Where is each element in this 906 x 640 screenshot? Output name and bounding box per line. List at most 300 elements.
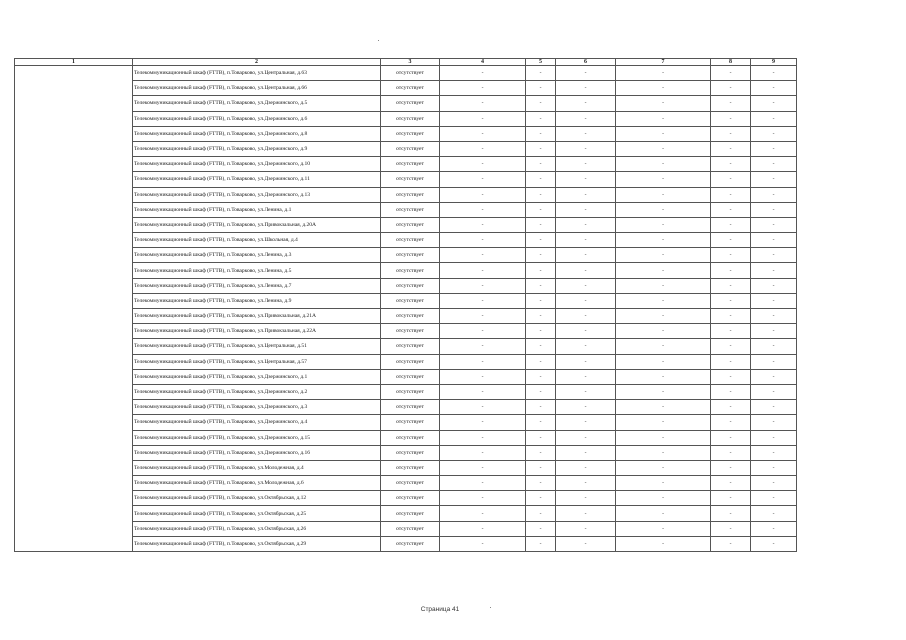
dash-cell: - (711, 126, 751, 141)
row-number-cell (15, 445, 133, 460)
row-number-cell (15, 81, 133, 96)
asset-name-cell: Телекоммуникационный шкаф (FTTB), п.Товарково, ул.Центральная, д.63 (133, 66, 381, 81)
row-number-cell (15, 384, 133, 399)
column-header: 4 (440, 59, 526, 66)
asset-name-cell: Телекоммуникационный шкаф (FTTB), п.Товарково, ул.Дзержинского, д.3 (133, 400, 381, 415)
dash-cell: - (526, 187, 556, 202)
table-row (15, 187, 797, 202)
dash-cell: - (616, 430, 711, 445)
table-row (15, 172, 797, 187)
status-cell: отсутствует (381, 278, 440, 293)
dash-cell: - (711, 491, 751, 506)
asset-name-cell: Телекоммуникационный шкаф (FTTB), п.Товарково, ул.Дзержинского, д.8 (133, 126, 381, 141)
dash-cell: - (711, 278, 751, 293)
dash-cell: - (751, 324, 797, 339)
row-number-cell (15, 187, 133, 202)
dash-cell: - (556, 369, 616, 384)
column-header: 8 (711, 59, 751, 66)
dash-cell: - (440, 369, 526, 384)
dash-cell: - (711, 233, 751, 248)
dash-cell: - (526, 233, 556, 248)
dash-cell: - (440, 96, 526, 111)
table-row (15, 126, 797, 141)
dash-cell: - (526, 248, 556, 263)
dash-cell: - (616, 172, 711, 187)
dash-cell: - (440, 400, 526, 415)
status-cell: отсутствует (381, 202, 440, 217)
dash-cell: - (711, 66, 751, 81)
dash-cell: - (526, 309, 556, 324)
dash-cell: - (556, 521, 616, 536)
dash-cell: - (751, 202, 797, 217)
dash-cell: - (526, 521, 556, 536)
dash-cell: - (616, 400, 711, 415)
dash-cell: - (556, 81, 616, 96)
dash-cell: - (751, 521, 797, 536)
dash-cell: - (751, 233, 797, 248)
table-row (15, 536, 797, 551)
asset-name-cell: Телекоммуникационный шкаф (FTTB), п.Товарково, ул.Ленина, д.5 (133, 263, 381, 278)
dash-cell: - (526, 506, 556, 521)
asset-name-cell: Телекоммуникационный шкаф (FTTB), п.Товарково, ул.Дзержинского, д.5 (133, 96, 381, 111)
column-header: 5 (526, 59, 556, 66)
dash-cell: - (556, 324, 616, 339)
column-header: 9 (751, 59, 797, 66)
dash-cell: - (526, 384, 556, 399)
dash-cell: - (751, 248, 797, 263)
dash-cell: - (616, 233, 711, 248)
table-row (15, 324, 797, 339)
dash-cell: - (751, 126, 797, 141)
dash-cell: - (440, 506, 526, 521)
dash-cell: - (616, 506, 711, 521)
status-cell: отсутствует (381, 293, 440, 308)
asset-name-cell: Телекоммуникационный шкаф (FTTB), п.Товарково, ул.Школьная, д.4 (133, 233, 381, 248)
row-number-cell (15, 111, 133, 126)
dash-cell: - (440, 445, 526, 460)
dash-cell: - (526, 81, 556, 96)
asset-name-cell: Телекоммуникационный шкаф (FTTB), п.Товарково, ул.Октябрьская, д.26 (133, 521, 381, 536)
status-cell: отсутствует (381, 66, 440, 81)
asset-name-cell: Телекоммуникационный шкаф (FTTB), п.Товарково, ул.Октябрьская, д.29 (133, 536, 381, 551)
dash-cell: - (751, 415, 797, 430)
row-number-cell (15, 126, 133, 141)
dash-cell: - (711, 369, 751, 384)
status-cell: отсутствует (381, 339, 440, 354)
dash-cell: - (616, 476, 711, 491)
column-number-row (15, 59, 797, 66)
column-header: 3 (381, 59, 440, 66)
dash-cell: - (751, 460, 797, 475)
row-number-cell (15, 491, 133, 506)
dash-cell: - (526, 476, 556, 491)
row-number-cell (15, 339, 133, 354)
asset-name-cell: Телекоммуникационный шкаф (FTTB), п.Товарково, ул.Привокзальная, д.22А (133, 324, 381, 339)
asset-name-cell: Телекоммуникационный шкаф (FTTB), п.Товарково, ул.Привокзальная, д.21А (133, 309, 381, 324)
dash-cell: - (751, 293, 797, 308)
dash-cell: - (711, 354, 751, 369)
row-number-cell (15, 324, 133, 339)
dash-cell: - (616, 536, 711, 551)
dash-cell: - (711, 293, 751, 308)
dash-cell: - (616, 491, 711, 506)
dash-cell: - (556, 430, 616, 445)
dash-cell: - (526, 172, 556, 187)
dash-cell: - (751, 445, 797, 460)
column-header: 1 (15, 59, 133, 66)
dash-cell: - (556, 339, 616, 354)
asset-name-cell: Телекоммуникационный шкаф (FTTB), п.Товарково, ул.Ленина, д.3 (133, 248, 381, 263)
dash-cell: - (556, 415, 616, 430)
dash-cell: - (440, 339, 526, 354)
dash-cell: - (440, 172, 526, 187)
table-row (15, 354, 797, 369)
dash-cell: - (440, 111, 526, 126)
dash-cell: - (711, 187, 751, 202)
dash-cell: - (440, 491, 526, 506)
dash-cell: - (616, 339, 711, 354)
row-number-cell (15, 293, 133, 308)
dash-cell: - (526, 400, 556, 415)
dash-cell: - (556, 354, 616, 369)
dash-cell: - (526, 96, 556, 111)
asset-name-cell: Телекоммуникационный шкаф (FTTB), п.Товарково, ул.Дзержинского, д.9 (133, 141, 381, 156)
dash-cell: - (616, 445, 711, 460)
asset-name-cell: Телекоммуникационный шкаф (FTTB), п.Товарково, ул.Молодежная, д.6 (133, 476, 381, 491)
row-number-cell (15, 248, 133, 263)
dash-cell: - (556, 141, 616, 156)
dash-cell: - (440, 354, 526, 369)
dash-cell: - (616, 126, 711, 141)
dash-cell: - (751, 66, 797, 81)
dash-cell: - (526, 369, 556, 384)
dash-cell: - (556, 278, 616, 293)
status-cell: отсутствует (381, 354, 440, 369)
asset-name-cell: Телекоммуникационный шкаф (FTTB), п.Товарково, ул.Ленина, д.9 (133, 293, 381, 308)
dash-cell: - (711, 81, 751, 96)
table-row (15, 415, 797, 430)
dash-cell: - (616, 157, 711, 172)
dash-cell: - (711, 384, 751, 399)
dash-cell: - (440, 415, 526, 430)
dash-cell: - (440, 66, 526, 81)
dash-cell: - (556, 96, 616, 111)
dash-cell: - (440, 324, 526, 339)
dash-cell: - (751, 491, 797, 506)
table-row (15, 309, 797, 324)
table-row (15, 476, 797, 491)
dash-cell: - (616, 384, 711, 399)
asset-name-cell: Телекоммуникационный шкаф (FTTB), п.Товарково, ул.Ленина, д.7 (133, 278, 381, 293)
table-row (15, 141, 797, 156)
row-number-cell (15, 202, 133, 217)
table-row (15, 400, 797, 415)
dash-cell: - (440, 476, 526, 491)
dash-cell: - (526, 445, 556, 460)
dash-cell: - (526, 460, 556, 475)
dash-cell: - (526, 415, 556, 430)
dash-cell: - (751, 263, 797, 278)
dash-cell: - (711, 460, 751, 475)
row-number-cell (15, 536, 133, 551)
dash-cell: - (711, 248, 751, 263)
asset-name-cell: Телекоммуникационный шкаф (FTTB), п.Товарково, ул.Дзержинского, д.13 (133, 187, 381, 202)
dash-cell: - (616, 96, 711, 111)
table-row (15, 111, 797, 126)
dash-cell: - (616, 141, 711, 156)
dash-cell: - (526, 354, 556, 369)
dash-cell: - (616, 369, 711, 384)
asset-name-cell: Телекоммуникационный шкаф (FTTB), п.Товарково, ул.Дзержинского, д.15 (133, 430, 381, 445)
table-row (15, 369, 797, 384)
dash-cell: - (616, 66, 711, 81)
dash-cell: - (751, 339, 797, 354)
dash-cell: - (556, 400, 616, 415)
dash-cell: - (556, 111, 616, 126)
dash-cell: - (440, 233, 526, 248)
dash-cell: - (751, 476, 797, 491)
asset-name-cell: Телекоммуникационный шкаф (FTTB), п.Товарково, ул.Дзержинского, д.10 (133, 157, 381, 172)
dash-cell: - (616, 521, 711, 536)
row-number-cell (15, 415, 133, 430)
table-row (15, 202, 797, 217)
dash-cell: - (556, 536, 616, 551)
dash-cell: - (526, 339, 556, 354)
dash-cell: - (556, 157, 616, 172)
dash-cell: - (751, 536, 797, 551)
dash-cell: - (711, 202, 751, 217)
dash-cell: - (711, 415, 751, 430)
dash-cell: - (751, 430, 797, 445)
dash-cell: - (751, 384, 797, 399)
dash-cell: - (711, 521, 751, 536)
dash-cell: - (711, 339, 751, 354)
status-cell: отсутствует (381, 309, 440, 324)
scan-speck (378, 40, 379, 41)
dash-cell: - (556, 126, 616, 141)
dash-cell: - (751, 400, 797, 415)
dash-cell: - (616, 309, 711, 324)
status-cell: отсутствует (381, 263, 440, 278)
dash-cell: - (440, 430, 526, 445)
dash-cell: - (711, 536, 751, 551)
dash-cell: - (751, 141, 797, 156)
assets-table (14, 58, 797, 552)
row-number-cell (15, 66, 133, 81)
dash-cell: - (556, 309, 616, 324)
status-cell: отсутствует (381, 460, 440, 475)
dash-cell: - (526, 491, 556, 506)
dash-cell: - (616, 111, 711, 126)
dash-cell: - (711, 506, 751, 521)
dash-cell: - (526, 430, 556, 445)
dash-cell: - (556, 506, 616, 521)
dash-cell: - (440, 202, 526, 217)
dash-cell: - (440, 157, 526, 172)
table-row (15, 384, 797, 399)
row-number-cell (15, 309, 133, 324)
column-header: 6 (556, 59, 616, 66)
table-row (15, 263, 797, 278)
dash-cell: - (556, 217, 616, 232)
row-number-cell (15, 263, 133, 278)
table-row (15, 278, 797, 293)
status-cell: отсутствует (381, 324, 440, 339)
status-cell: отсутствует (381, 233, 440, 248)
table-row (15, 217, 797, 232)
dash-cell: - (556, 263, 616, 278)
status-cell: отсутствует (381, 141, 440, 156)
dash-cell: - (440, 278, 526, 293)
dash-cell: - (616, 293, 711, 308)
dash-cell: - (526, 141, 556, 156)
dash-cell: - (526, 157, 556, 172)
dash-cell: - (711, 217, 751, 232)
dash-cell: - (616, 217, 711, 232)
dash-cell: - (711, 111, 751, 126)
row-number-cell (15, 369, 133, 384)
page-number: Страница 41 (420, 606, 460, 613)
dash-cell: - (440, 187, 526, 202)
row-number-cell (15, 354, 133, 369)
dash-cell: - (556, 445, 616, 460)
status-cell: отсутствует (381, 217, 440, 232)
dash-cell: - (711, 445, 751, 460)
dash-cell: - (440, 521, 526, 536)
status-cell: отсутствует (381, 96, 440, 111)
row-number-cell (15, 96, 133, 111)
table-row (15, 81, 797, 96)
status-cell: отсутствует (381, 506, 440, 521)
dash-cell: - (751, 369, 797, 384)
dash-cell: - (711, 476, 751, 491)
asset-name-cell: Телекоммуникационный шкаф (FTTB), п.Товарково, ул.Привокзальная, д.20А (133, 217, 381, 232)
status-cell: отсутствует (381, 491, 440, 506)
table-row (15, 491, 797, 506)
dash-cell: - (751, 354, 797, 369)
row-number-cell (15, 157, 133, 172)
dash-cell: - (751, 172, 797, 187)
dash-cell: - (616, 324, 711, 339)
dash-cell: - (616, 278, 711, 293)
dash-cell: - (556, 172, 616, 187)
status-cell: отсутствует (381, 126, 440, 141)
dash-cell: - (440, 460, 526, 475)
status-cell: отсутствует (381, 248, 440, 263)
status-cell: отсутствует (381, 187, 440, 202)
dash-cell: - (440, 263, 526, 278)
dash-cell: - (556, 460, 616, 475)
asset-name-cell: Телекоммуникационный шкаф (FTTB), п.Товарково, ул.Центральная, д.66 (133, 81, 381, 96)
dash-cell: - (711, 157, 751, 172)
dash-cell: - (440, 126, 526, 141)
asset-name-cell: Телекоммуникационный шкаф (FTTB), п.Товарково, ул.Дзержинского, д.6 (133, 111, 381, 126)
dash-cell: - (711, 430, 751, 445)
dash-cell: - (751, 217, 797, 232)
dash-cell: - (616, 248, 711, 263)
asset-name-cell: Телекоммуникационный шкаф (FTTB), п.Товарково, ул.Дзержинского, д.1 (133, 369, 381, 384)
dash-cell: - (556, 293, 616, 308)
asset-name-cell: Телекоммуникационный шкаф (FTTB), п.Товарково, ул.Дзержинского, д.4 (133, 415, 381, 430)
table-row (15, 233, 797, 248)
dash-cell: - (711, 309, 751, 324)
dash-cell: - (440, 217, 526, 232)
table-row (15, 157, 797, 172)
dash-cell: - (616, 460, 711, 475)
asset-name-cell: Телекоммуникационный шкаф (FTTB), п.Товарково, ул.Дзержинского, д.16 (133, 445, 381, 460)
dash-cell: - (751, 81, 797, 96)
dash-cell: - (616, 354, 711, 369)
status-cell: отсутствует (381, 81, 440, 96)
dash-cell: - (440, 384, 526, 399)
dash-cell: - (616, 202, 711, 217)
dash-cell: - (526, 126, 556, 141)
dash-cell: - (616, 81, 711, 96)
dash-cell: - (556, 384, 616, 399)
dash-cell: - (751, 309, 797, 324)
asset-name-cell: Телекоммуникационный шкаф (FTTB), п.Товарково, ул.Дзержинского, д.2 (133, 384, 381, 399)
status-cell: отсутствует (381, 415, 440, 430)
dash-cell: - (526, 536, 556, 551)
status-cell: отсутствует (381, 536, 440, 551)
dash-cell: - (526, 111, 556, 126)
dash-cell: - (440, 309, 526, 324)
asset-name-cell: Телекоммуникационный шкаф (FTTB), п.Товарково, ул.Центральная, д.57 (133, 354, 381, 369)
status-cell: отсутствует (381, 430, 440, 445)
asset-name-cell: Телекоммуникационный шкаф (FTTB), п.Товарково, ул.Ленина, д.1 (133, 202, 381, 217)
table-row (15, 506, 797, 521)
dash-cell: - (616, 263, 711, 278)
dash-cell: - (616, 187, 711, 202)
table-row (15, 445, 797, 460)
dash-cell: - (751, 187, 797, 202)
asset-name-cell: Телекоммуникационный шкаф (FTTB), п.Товарково, ул.Октябрьская, д.25 (133, 506, 381, 521)
dash-cell: - (526, 324, 556, 339)
dash-cell: - (711, 400, 751, 415)
dash-cell: - (711, 96, 751, 111)
asset-name-cell: Телекоммуникационный шкаф (FTTB), п.Товарково, ул.Октябрьская, д.12 (133, 491, 381, 506)
dash-cell: - (751, 96, 797, 111)
row-number-cell (15, 172, 133, 187)
dash-cell: - (751, 111, 797, 126)
dash-cell: - (711, 324, 751, 339)
status-cell: отсутствует (381, 111, 440, 126)
row-number-cell (15, 506, 133, 521)
dash-cell: - (556, 66, 616, 81)
table-row (15, 248, 797, 263)
row-number-cell (15, 217, 133, 232)
status-cell: отсутствует (381, 445, 440, 460)
row-number-cell (15, 521, 133, 536)
status-cell: отсутствует (381, 172, 440, 187)
dash-cell: - (556, 476, 616, 491)
table-row (15, 430, 797, 445)
dash-cell: - (751, 157, 797, 172)
dash-cell: - (711, 263, 751, 278)
dash-cell: - (440, 81, 526, 96)
dash-cell: - (440, 141, 526, 156)
status-cell: отсутствует (381, 369, 440, 384)
status-cell: отсутствует (381, 400, 440, 415)
dash-cell: - (556, 233, 616, 248)
dash-cell: - (526, 278, 556, 293)
row-number-cell (15, 141, 133, 156)
table-body (15, 66, 797, 552)
dash-cell: - (711, 141, 751, 156)
status-cell: отсутствует (381, 521, 440, 536)
table-row (15, 96, 797, 111)
dash-cell: - (440, 293, 526, 308)
